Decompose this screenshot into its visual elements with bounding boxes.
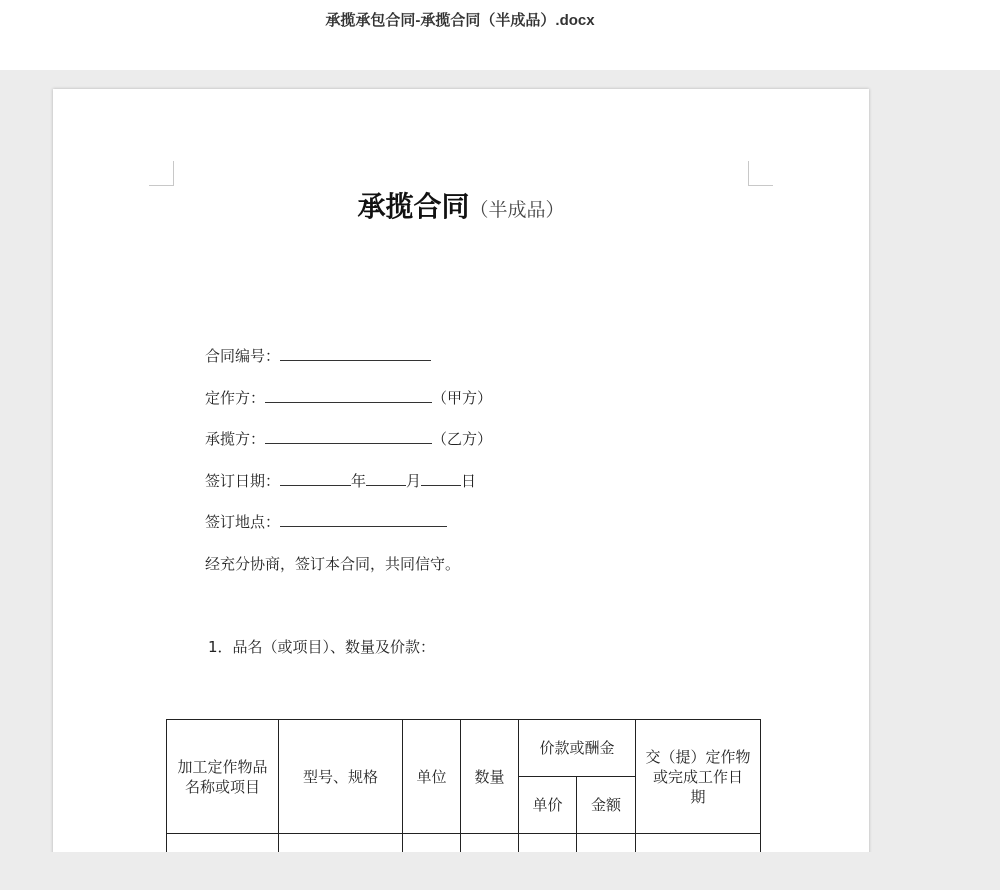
month-blank — [366, 472, 406, 486]
party-a-suffix: （甲方） — [432, 389, 493, 407]
year-label: 年 — [351, 472, 367, 490]
header-unit: 单位 — [403, 720, 461, 834]
contract-number-blank — [280, 347, 431, 361]
document-page — [53, 89, 869, 889]
day-label: 日 — [461, 472, 477, 490]
sign-place-line — [205, 511, 447, 532]
section-1-heading: 1．品名（或项目）、数量及价款： — [208, 638, 436, 656]
margin-corner-mark — [149, 161, 174, 186]
contract-number-label: 合同编号： — [205, 347, 281, 365]
sign-place-blank — [280, 513, 447, 527]
header-price-group: 价款或酬金 — [519, 720, 636, 777]
agreement-text: 经充分协商，签订本合同，共同信守。 — [205, 555, 461, 573]
sign-place-label: 签订地点： — [205, 513, 281, 531]
party-b-label: 承揽方： — [205, 430, 266, 448]
header-item-name: 加工定作物品 名称或项目 — [167, 720, 279, 834]
contract-title-main: 承揽合同 — [357, 190, 470, 223]
items-table — [166, 719, 761, 874]
header-unit-price: 单价 — [519, 777, 577, 834]
title-bar — [0, 0, 1000, 70]
header-amount: 金额 — [577, 777, 636, 834]
sign-date-label: 签订日期： — [205, 472, 281, 490]
contract-title — [53, 185, 869, 225]
contract-title-sub: （半成品） — [469, 199, 565, 221]
party-b-blank — [265, 430, 432, 444]
day-blank — [421, 472, 461, 486]
sign-date-line — [205, 470, 476, 491]
header-model-spec: 型号、规格 — [279, 720, 403, 834]
year-blank — [280, 472, 351, 486]
party-b-line — [205, 428, 492, 449]
party-b-suffix: （乙方） — [432, 430, 493, 448]
header-quantity: 数量 — [461, 720, 519, 834]
party-a-line — [205, 387, 492, 408]
header-delivery-date: 交（提）定作物 或完成工作日 期 — [636, 720, 761, 834]
margin-corner-mark — [748, 161, 773, 186]
party-a-blank — [265, 389, 432, 403]
contract-number-line — [205, 345, 431, 366]
party-a-label: 定作方： — [205, 389, 266, 407]
bottom-bar — [0, 852, 1000, 890]
month-label: 月 — [406, 472, 422, 490]
document-filename: 承揽承包合同-承揽合同（半成品）.docx — [325, 12, 595, 29]
